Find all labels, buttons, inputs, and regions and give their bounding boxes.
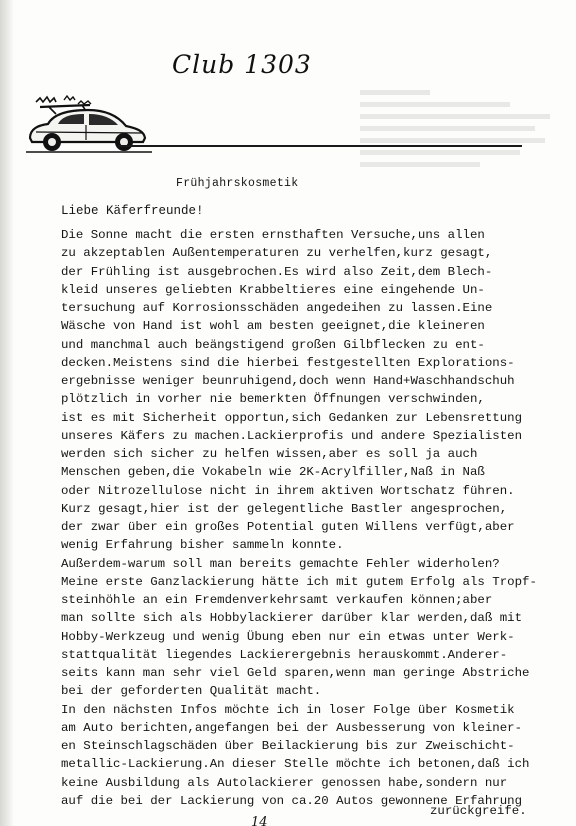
body-line: bei der geforderten Qualität macht. <box>61 684 322 699</box>
body-line: metallic-Lackierung.An dieser Stelle möchte ich betonen,daß ich <box>61 757 530 772</box>
body-line: Wäsche von Hand ist wohl am besten geeignet,die kleineren <box>61 319 485 334</box>
body-line: Meine erste Ganzlackierung hätte ich mit gutem Erfolg als Tropf- <box>61 574 537 589</box>
salutation: Liebe Käferfreunde! <box>61 204 204 218</box>
body-line: kleid unseres geliebten Krabbeltieres eine eingehende Un- <box>61 282 485 297</box>
body-line: man sollte sich als Hobbylackierer darüber klar werden,daß mit <box>61 611 523 626</box>
body-line: werden sich sicher zu helfen wissen,aber es soll ja auch <box>61 447 478 461</box>
body-line: ist es mit Sicherheit opportun,sich Gedanken zur Lebensrettung <box>61 410 523 425</box>
body-line: auf die bei der Lackierung von ca.20 Autos gewonnene Erfahrung <box>61 793 523 808</box>
body-line: und manchmal auch beängstigend großen Gilbflecken zu ent- <box>61 337 485 352</box>
scan-edge-shadow <box>0 0 14 826</box>
closing-word: zurückgreife. <box>430 804 527 818</box>
body-line: am Auto berichten,angefangen bei der Ausbesserung von kleiner- <box>61 720 523 735</box>
body-line: plötzlich in vorher nie bemerkten Öffnungen verschwinden, <box>61 392 485 407</box>
body-line: Außerdem-warum soll man bereits gemachte Fehler widerholen? <box>61 556 500 571</box>
header-rule <box>118 145 522 147</box>
body-line: Hobby-Werkzeug und wenig Übung eben nur ein etwas unter Werk- <box>61 629 515 644</box>
body-line: ergebnisse weniger beunruhigend,doch wenn Hand+Waschhandschuh <box>61 374 515 388</box>
page-number: 14 <box>251 815 268 826</box>
article-heading: Frühjahrskosmetik <box>176 177 299 190</box>
body-line: tersuchung auf Korrosionsschäden angedeihen zu lassen.Eine <box>61 301 493 315</box>
body-line: wenig Erfahrung bisher sammeln konnte. <box>61 538 344 553</box>
body-line: Die Sonne macht die ersten ernsthaften Versuche,uns allen <box>61 228 485 242</box>
body-line: der zwar über ein großes Potential guten Willens verfügt,aber <box>61 520 515 534</box>
article-body <box>61 226 567 810</box>
club-title: Club 1303 <box>172 50 312 79</box>
body-line: Kurz gesagt,hier ist der gelegentliche Bastler angesprochen, <box>61 501 508 516</box>
body-line: In den nächsten Infos möchte ich in loser Folge über Kosmetik <box>61 702 515 717</box>
body-line: decken.Meistens sind die hierbei festgestellten Explorations- <box>61 355 515 370</box>
body-line: seits kann man sehr viel Geld sparen,wenn man geringe Abstriche <box>61 666 530 680</box>
body-line: stattqualität liegendes Lackierergebnis herauskommt.Anderer- <box>61 647 508 662</box>
body-line: zu akzeptablen Außentemperaturen zu verhelfen,kurz gesagt, <box>61 246 493 261</box>
body-line: oder Nitrozellulose nicht in ihrem aktiven Wortschatz führen. <box>61 483 515 498</box>
body-line: unseres Käfers zu machen.Lackierprofis und andere Spezialisten <box>61 428 523 443</box>
body-line: en Steinschlagschäden über Beilackierung bis zur Zweischicht- <box>61 739 515 753</box>
body-line: keine Ausbildung als Autolackierer genossen habe,sondern nur <box>61 775 508 790</box>
body-line: steinhöhle an ein Fremdenverkehrsamt verkaufen können;aber <box>61 593 493 607</box>
body-line: Menschen geben,die Vokabeln wie 2K-Acrylfiller,Naß in Naß <box>61 465 485 480</box>
body-line: der Frühling ist ausgebrochen.Es wird also Zeit,dem Blech- <box>61 264 493 279</box>
